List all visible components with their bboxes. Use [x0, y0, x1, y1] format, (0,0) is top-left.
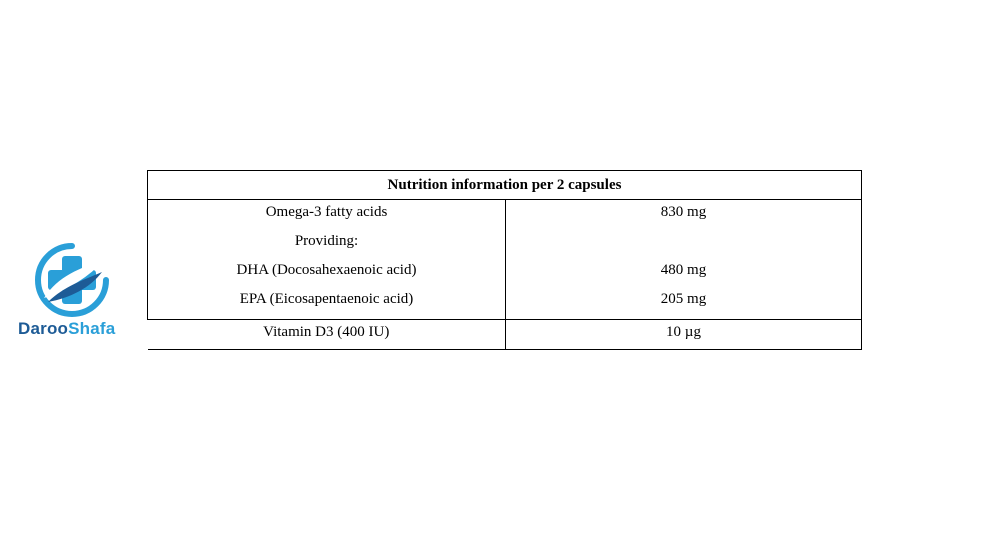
logo-name-part2: Shafa — [68, 319, 116, 338]
row-label-vitamin-d3: Vitamin D3 (400 IU) — [148, 320, 506, 350]
table-header-row — [148, 171, 862, 200]
medical-cross-leaf-icon — [34, 242, 110, 318]
row-value-vitamin-d3: 10 µg — [506, 320, 862, 350]
row-label-epa: EPA (Eicosapentaenoic acid) — [239, 291, 414, 307]
darooshafa-logo — [14, 238, 126, 342]
omega3-values-cell — [506, 200, 862, 320]
table-title: Nutrition information per 2 capsules — [148, 171, 862, 200]
omega3-labels-cell — [148, 200, 506, 320]
vitamin-d3-row — [148, 320, 862, 350]
logo-wordmark — [18, 319, 115, 339]
row-value-dha: 480 mg — [660, 262, 707, 278]
row-label-providing: Providing: — [294, 233, 359, 249]
row-value-omega3: 830 mg — [660, 204, 707, 220]
row-label-dha: DHA (Docosahexaenoic acid) — [236, 262, 417, 278]
nutrition-table — [147, 170, 862, 350]
row-value-providing — [506, 230, 861, 259]
row-value-epa: 205 mg — [660, 291, 707, 307]
omega3-group-row — [148, 200, 862, 320]
row-label-omega3: Omega-3 fatty acids — [265, 204, 388, 220]
logo-name-part1: Daroo — [18, 319, 69, 338]
